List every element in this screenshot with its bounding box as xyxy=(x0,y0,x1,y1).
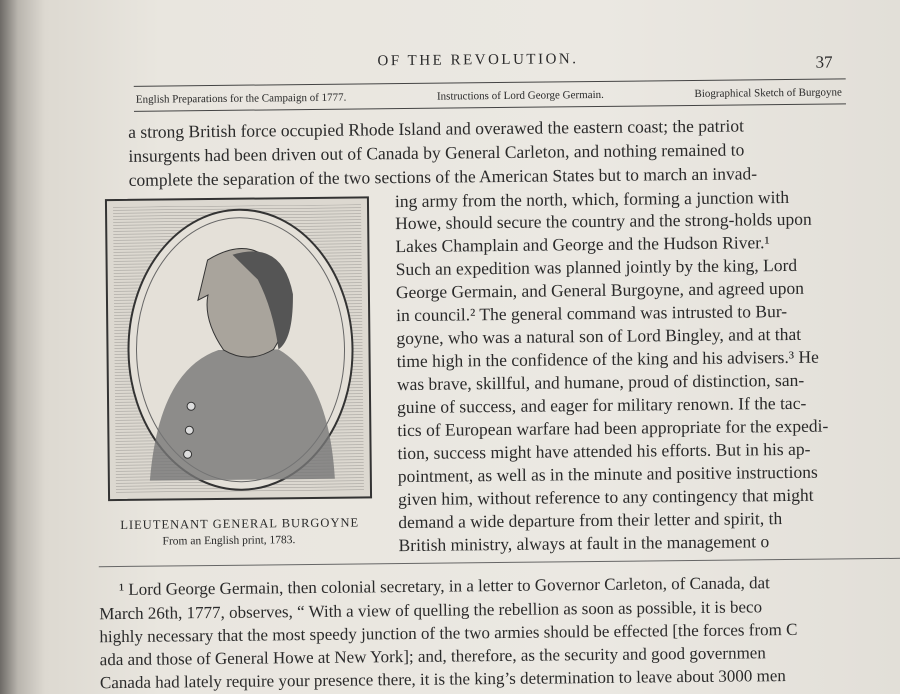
running-head: OF THE REVOLUTION. xyxy=(377,51,579,70)
body-line: was brave, skillful, and humane, proud of distinction, san- xyxy=(396,369,805,395)
body-line: Howe, should secure the country and the strong-holds upon xyxy=(395,208,812,234)
subhead-2: Instructions of Lord George Germain. xyxy=(436,88,604,103)
footnote-line: ¹ Lord George Germain, then colonial secretary, in a letter to Governor Carleton, of Canada, dat xyxy=(118,573,770,600)
body-line: tics of European warfare had been appropriate for the expedi- xyxy=(397,415,829,441)
body-line: given him, without reference to any contingency that might xyxy=(397,484,814,510)
footnote-rule xyxy=(99,558,900,567)
header-rule-top xyxy=(134,78,846,86)
portrait-image xyxy=(107,198,370,499)
body-line: Such an expedition was planned jointly by the king, Lord xyxy=(395,254,798,280)
portrait-engraving xyxy=(105,196,372,501)
footnote-line: highly necessary that the most speedy junction of the two armies should be effected [the forces from C xyxy=(99,619,798,647)
subheads xyxy=(136,86,842,105)
body-line: ing army from the north, which, forming a junction with xyxy=(394,186,790,212)
figure-credit: From an English print, 1783. xyxy=(162,534,296,548)
body-line: insurgents had been driven out of Canada by General Carleton, and nothing remained to xyxy=(128,139,745,166)
body-line: complete the separation of the two sections of the American States but to march an invad- xyxy=(128,163,758,190)
footnote-line: March 26th, 1777, observes, “ With a view of quelling the rebellion as soon as possible, it is beco xyxy=(99,597,763,624)
figure-caption: LIEUTENANT GENERAL BURGOYNE xyxy=(120,515,360,532)
footnote-line: Canada had lately require your presence there, it is the king’s determination to leave about 3000 men xyxy=(99,666,786,693)
body-line: goyne, who was a natural son of Lord Bingley, and at that xyxy=(396,323,802,349)
body-line: Lakes Champlain and George and the Hudson River.¹ xyxy=(395,232,770,257)
body-line: British ministry, always at fault in the management o xyxy=(398,531,770,556)
body-line: George Germain, and General Burgoyne, and agreed upon xyxy=(395,277,805,303)
subhead-1: English Preparations for the Campaign of 1777. xyxy=(135,91,347,106)
body-line: pointment, as well as in the minute and positive instructions xyxy=(397,461,818,487)
body-line: a strong British force occupied Rhode Island and overawed the eastern coast; the patriot xyxy=(128,115,744,142)
page-number: 37 xyxy=(815,52,833,72)
subhead-3: Biographical Sketch of Burgoyne xyxy=(694,86,842,100)
body-line: time high in the confidence of the king and his advisers.³ He xyxy=(396,346,819,372)
footnote-line: ada and those of General Howe at New York]; and, therefore, as the security and good governmen xyxy=(99,643,766,670)
body-line: demand a wide departure from their letter and spirit, th xyxy=(398,508,783,533)
body-line: in council.² The general command was intrusted to Bur- xyxy=(396,300,788,326)
body-line: tion, success might have attended his efforts. But in his ap- xyxy=(397,438,811,464)
body-line: guine of success, and eager for military renown. If the tac- xyxy=(397,392,807,418)
